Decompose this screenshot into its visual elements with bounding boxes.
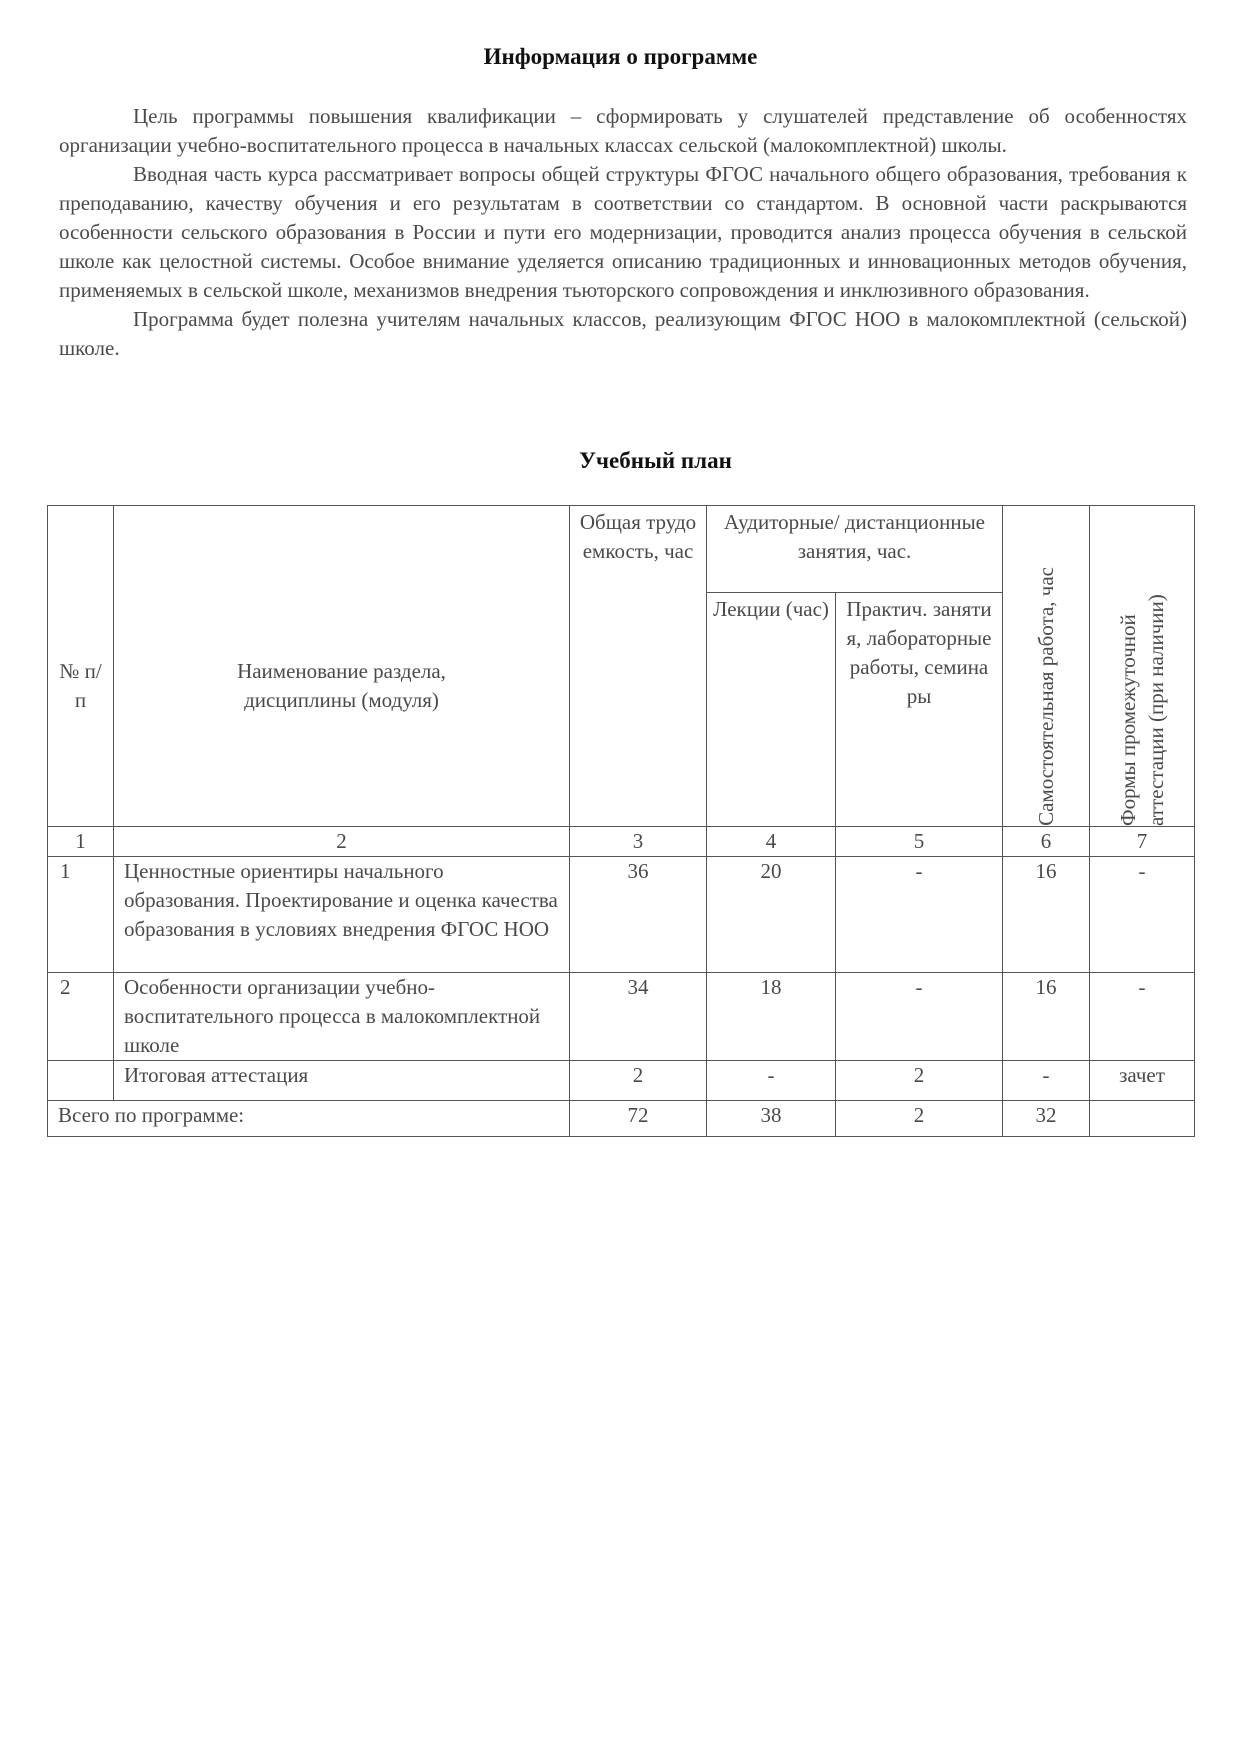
- row-self: 16: [1003, 973, 1090, 1061]
- total-forms: [1090, 1101, 1195, 1137]
- total-self: 32: [1003, 1101, 1090, 1137]
- row-total: 36: [570, 857, 707, 973]
- header-lectures: Лекции (час): [707, 593, 836, 827]
- row-self: -: [1003, 1061, 1090, 1101]
- table-header-row: [48, 506, 1195, 593]
- column-number: 3: [570, 827, 707, 857]
- total-row: [48, 1101, 1195, 1137]
- row-forms: -: [1090, 857, 1195, 973]
- row-name: Особенности организации учебно-воспитательного процесса в малокомплектной школе: [114, 973, 570, 1061]
- row-forms: -: [1090, 973, 1195, 1061]
- table-row: [48, 1061, 1195, 1101]
- row-practice: -: [836, 973, 1003, 1061]
- intro-paragraph: Программа будет полезна учителям начальных классов, реализующим ФГОС НОО в малокомплектной (сельской) школе.: [59, 307, 1187, 360]
- intro-paragraph: Вводная часть курса рассматривает вопросы общей структуры ФГОС начального общего образования, требования к преподаванию, качеству обучения и его результатам в соответствии со стандартом. В основной части раскрываются особенности сельского образования в России и пути его модернизации, проводится анализ процесса обучения в сельской школе как целостной системы. Особое внимание уделяется описанию традиционных и инновационных методов обучения, применяемых в сельской школе, механизмов внедрения тьюторского сопровождения и инклюзивного образования.: [59, 162, 1187, 302]
- table-row: [48, 973, 1195, 1061]
- row-self: 16: [1003, 857, 1090, 973]
- total-lectures: 38: [707, 1101, 836, 1137]
- row-total: 34: [570, 973, 707, 1061]
- row-num: 2: [48, 973, 114, 1061]
- row-practice: -: [836, 857, 1003, 973]
- header-name: Наименование раздела, дисциплины (модуля): [114, 506, 570, 827]
- column-number: 7: [1090, 827, 1195, 857]
- row-name: Ценностные ориентиры начального образования. Проектирование и оценка качества образования в условиях внедрения ФГОС НОО: [114, 857, 570, 973]
- total-total: 72: [570, 1101, 707, 1137]
- header-forms: [1090, 506, 1195, 827]
- column-number: 4: [707, 827, 836, 857]
- header-practice: Практич. занятия, лабораторные работы, семинары: [836, 593, 1003, 827]
- header-total: Общая трудоемкость, час: [570, 506, 707, 827]
- header-num: № п/п: [48, 506, 114, 827]
- intro-paragraph: Цель программы повышения квалификации – сформировать у слушателей представление об особенностях организации учебно-воспитательного процесса в начальных классах сельской (малокомплектной) школы.: [59, 104, 1187, 157]
- column-number: 5: [836, 827, 1003, 857]
- row-lectures: 18: [707, 973, 836, 1061]
- column-number-row: [48, 827, 1195, 857]
- header-self: [1003, 506, 1090, 827]
- total-label: Всего по программе:: [48, 1101, 570, 1137]
- row-num: 1: [48, 857, 114, 973]
- row-num: [48, 1061, 114, 1101]
- row-forms: зачет: [1090, 1061, 1195, 1101]
- header-forms-text: Формы промежуточной аттестации (при наличии): [1116, 594, 1169, 826]
- row-total: 2: [570, 1061, 707, 1101]
- program-description: [59, 102, 1187, 363]
- column-number: 2: [114, 827, 570, 857]
- row-name: Итоговая аттестация: [114, 1061, 570, 1101]
- column-number: 1: [48, 827, 114, 857]
- page-title: Информация о программе: [483, 44, 758, 69]
- row-practice: 2: [836, 1061, 1003, 1101]
- row-lectures: -: [707, 1061, 836, 1101]
- header-self-text: Самостоятельная работа, час: [1034, 567, 1059, 826]
- row-lectures: 20: [707, 857, 836, 973]
- column-number: 6: [1003, 827, 1090, 857]
- total-practice: 2: [836, 1101, 1003, 1137]
- curriculum-table: [47, 505, 1195, 1137]
- plan-title: Учебный план: [579, 448, 732, 473]
- table-row: [48, 857, 1195, 973]
- header-classes: Аудиторные/ дистанционные занятия, час.: [707, 506, 1003, 593]
